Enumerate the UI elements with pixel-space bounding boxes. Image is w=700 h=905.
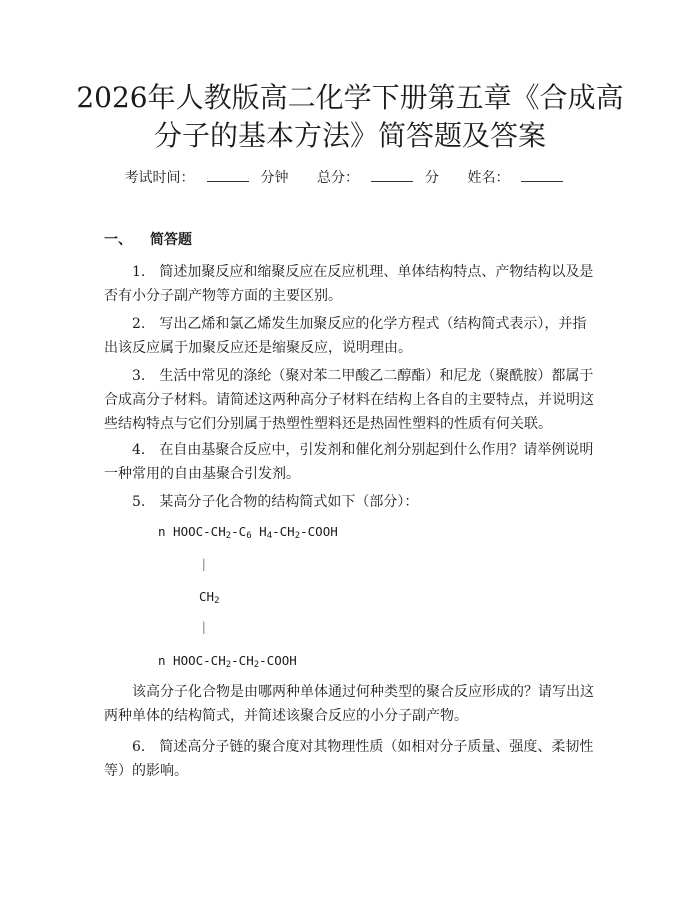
question-text: 简述加聚反应和缩聚反应在反应机理、单体结构特点、产物结构以及是否有小分子副产物等方面的主要区别。 (104, 264, 594, 304)
question-number: 5. (132, 494, 146, 510)
question-text: 简述高分子链的聚合度对其物理性质（如相对分子质量、强度、柔韧性等）的影响。 (104, 739, 594, 779)
document-title-line2: 分子的基本方法》简答题及答案 (153, 119, 546, 152)
score-label: 总分： (317, 170, 359, 186)
exam-name (467, 170, 575, 186)
formula-part: CH (199, 589, 215, 604)
question-6 (104, 735, 600, 783)
formula-part: -CH (272, 524, 295, 539)
exam-score (317, 170, 439, 186)
question-3 (104, 364, 600, 436)
time-label: 考试时间： (124, 170, 195, 186)
structure-line-1 (158, 523, 338, 545)
formula-part: H (251, 524, 267, 539)
time-unit: 分钟 (260, 170, 289, 186)
question-1 (104, 260, 600, 308)
formula-subscript: 2 (225, 660, 232, 670)
formula-subscript: 2 (294, 531, 301, 541)
formula-subscript: 4 (266, 531, 273, 541)
question-5-followup (104, 680, 600, 728)
section-title: 简答题 (150, 232, 192, 248)
question-2 (104, 312, 600, 360)
question-number: 4. (132, 442, 146, 458)
formula-part: -COOH (259, 653, 297, 668)
formula-subscript: 2 (225, 531, 232, 541)
exam-time (125, 170, 289, 186)
formula-part: -C (231, 524, 247, 539)
question-number: 6. (132, 739, 146, 755)
formula-subscript: 2 (214, 596, 220, 606)
question-5 (104, 490, 600, 514)
document-title-line1: 2026年人教版高二化学下册第五章《合成高 (76, 81, 624, 114)
question-number: 1. (132, 264, 146, 280)
formula-part: n HOOC-CH (158, 524, 226, 539)
question-text: 该高分子化合物是由哪两种单体通过何种类型的聚合反应形成的？请写出这两种单体的结构简式，并简述该聚合反应的小分子副产物。 (104, 684, 594, 724)
formula-subscript: 2 (253, 660, 260, 670)
name-label: 姓名： (467, 170, 510, 186)
question-number: 2. (132, 316, 146, 332)
structure-line-2 (199, 588, 219, 610)
question-text: 生活中常见的涤纶（聚对苯二甲酸乙二醇酯）和尼龙（聚酰胺）都属于合成高分子材料。请简述这两种高分子材料在结构上各自的主要特点，并说明这些结构特点与它们分别属于热塑性塑料还是热固性塑料的性质有何关联。 (104, 368, 594, 432)
name-blank (521, 169, 563, 182)
question-text: 在自由基聚合反应中，引发剂和催化剂分别起到什么作用？请举例说明一种常用的自由基聚合引发剂。 (104, 442, 594, 482)
score-unit: 分 (425, 170, 439, 186)
question-number: 3. (132, 368, 146, 384)
score-blank (371, 169, 413, 182)
formula-part: -CH (231, 653, 254, 668)
question-4 (104, 438, 600, 486)
section-heading (104, 230, 192, 250)
formula-subscript: 6 (246, 531, 252, 541)
bond-bar-1: | (200, 556, 208, 571)
exam-meta (0, 168, 700, 188)
formula-part: n HOOC-CH (158, 653, 226, 668)
structure-line-3 (158, 652, 297, 674)
section-number: 一、 (104, 232, 132, 248)
formula-part: -COOH (300, 524, 338, 539)
question-text: 某高分子化合物的结构简式如下（部分）： (159, 494, 419, 510)
bond-bar-2: | (200, 619, 208, 634)
time-blank (207, 169, 249, 182)
question-text: 写出乙烯和氯乙烯发生加聚反应的化学方程式（结构简式表示），并指出该反应属于加聚反应还是缩聚反应，说明理由。 (104, 316, 587, 356)
